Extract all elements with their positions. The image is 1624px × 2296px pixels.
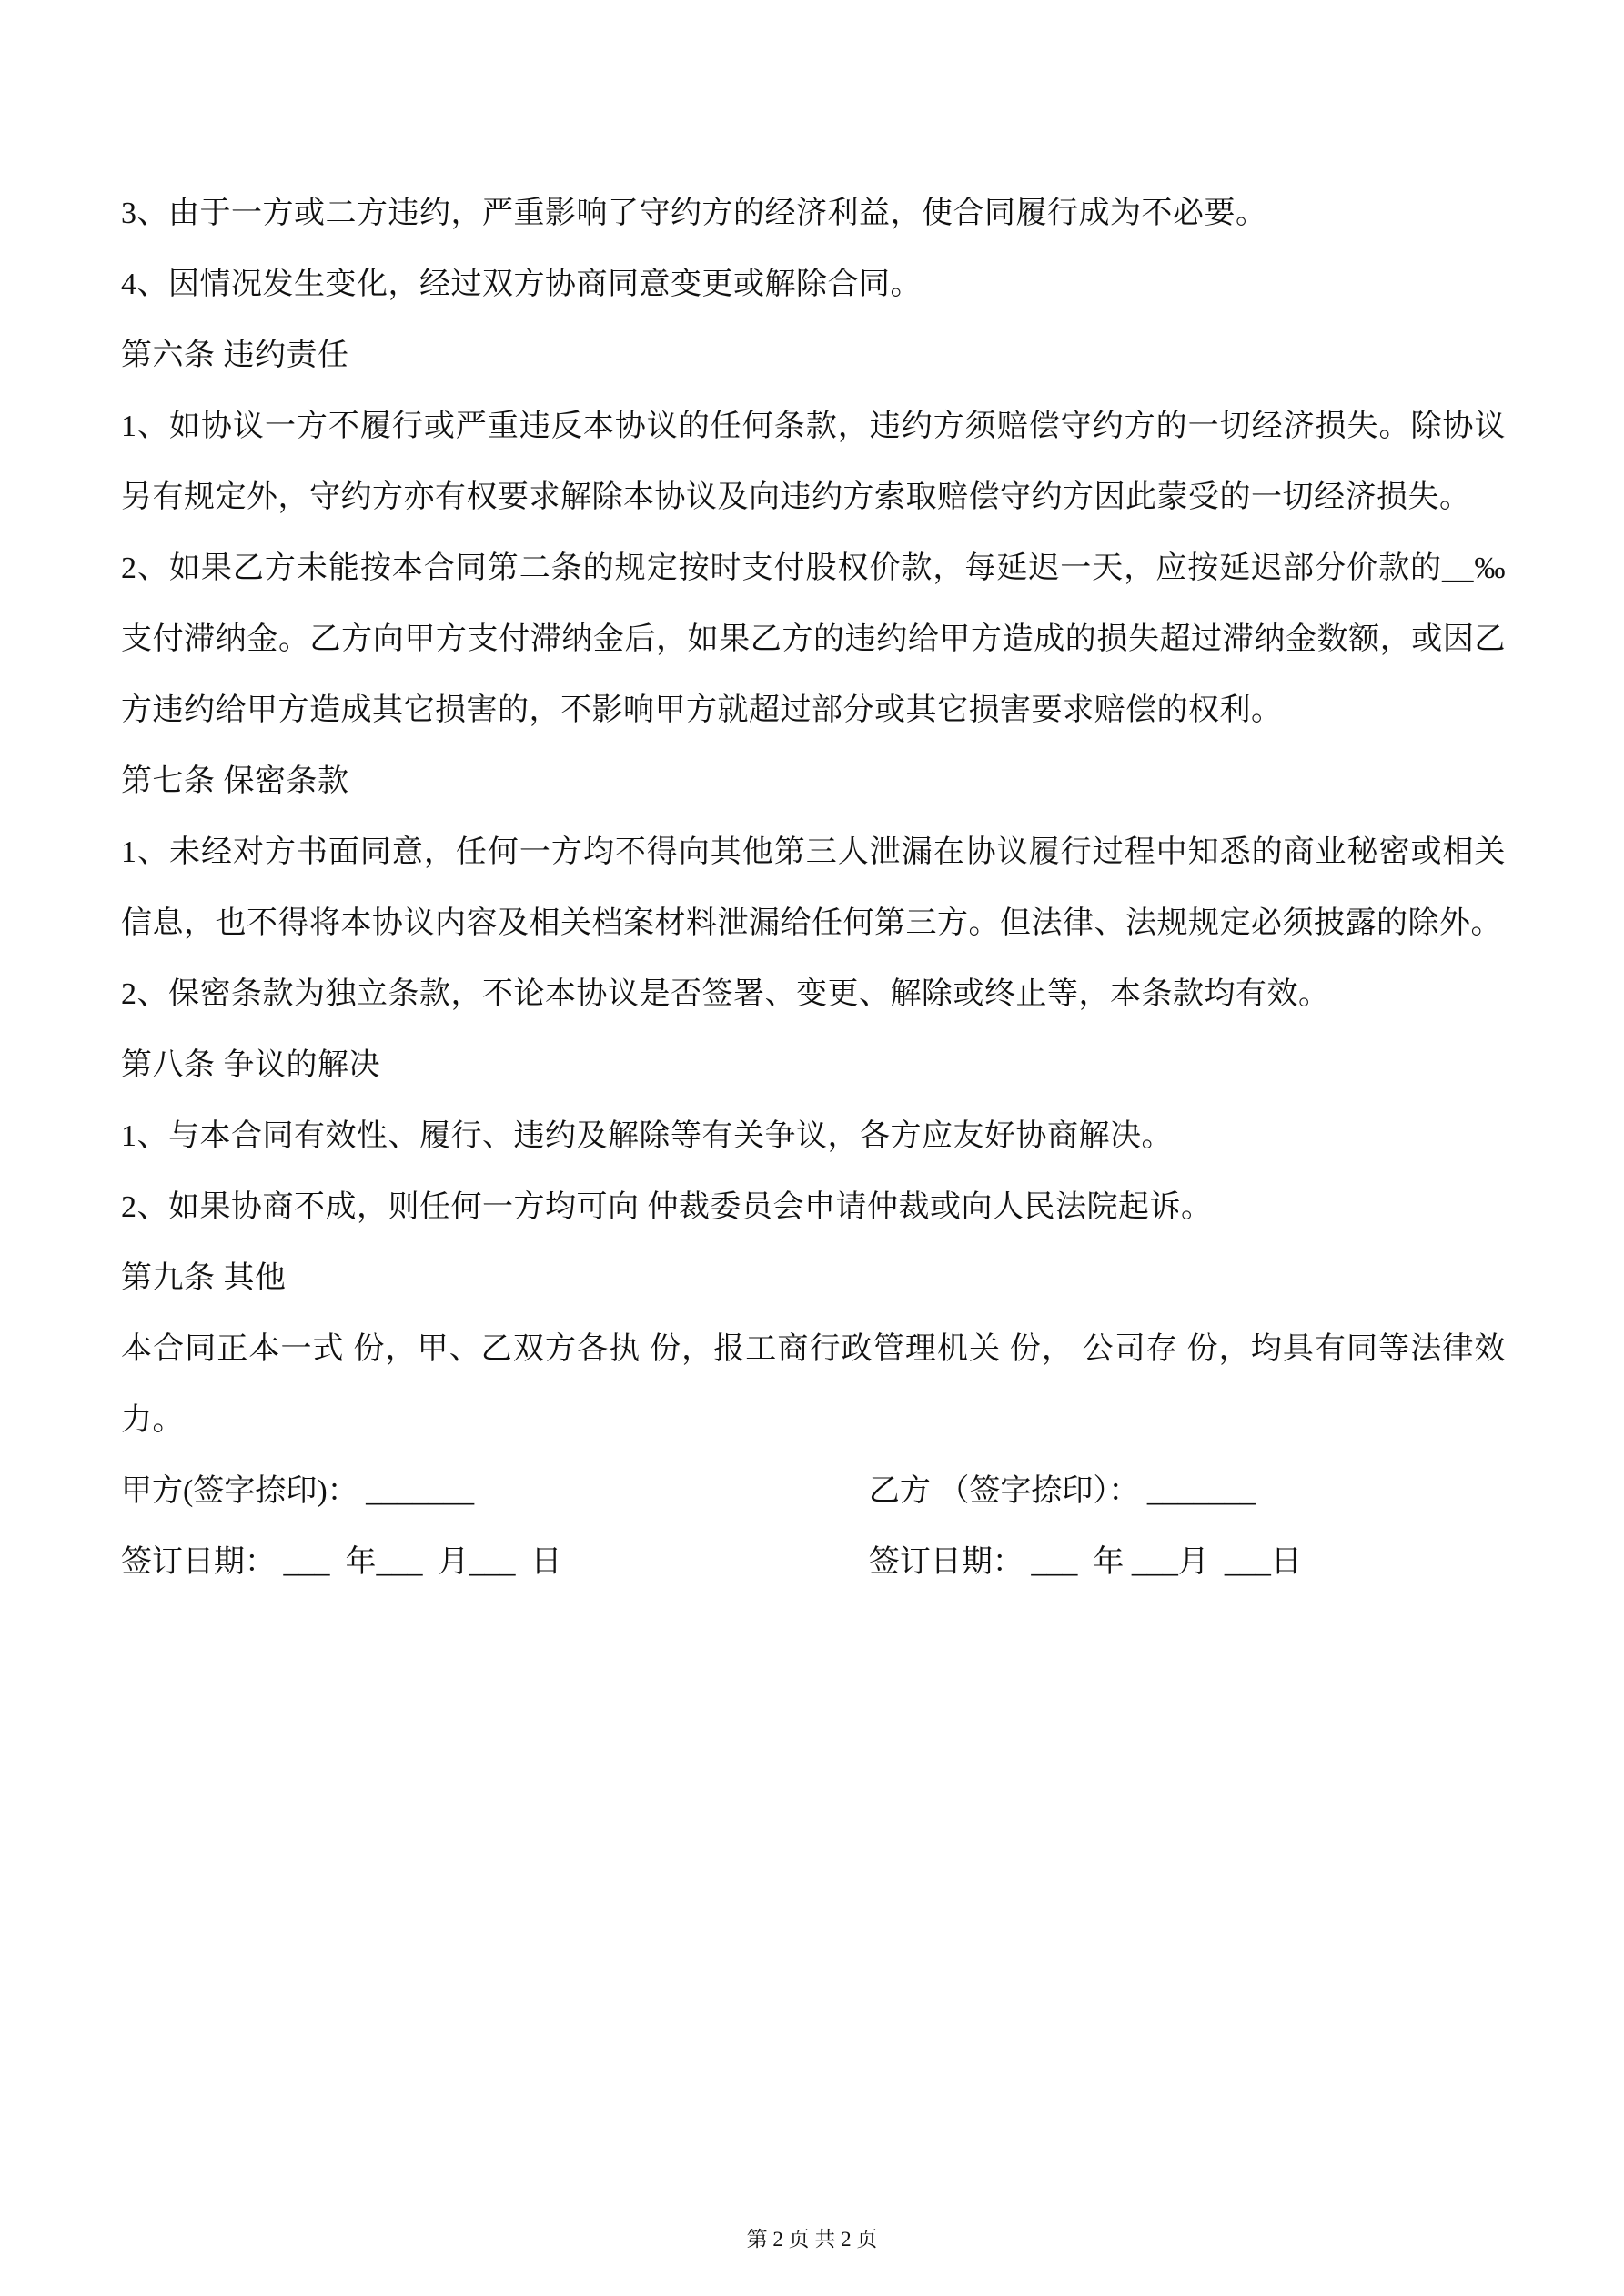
party-a-signature-line: 甲方(签字捺印)： _______ — [121, 1474, 475, 1508]
section-heading-article-9: 第九条 其他 — [121, 1261, 287, 1295]
contract-clause: 2、保密条款为独立条款，不论本协议是否签署、变更、解除或终止等，本条款均有效。 — [121, 977, 1330, 1011]
contract-closing-paragraph: 本合同正本一式 份，甲、乙双方各执 份，报工商行政管理机关 份， 公司存 份，均具有同等法律效力。 — [121, 1332, 1506, 1437]
contract-body — [121, 178, 1506, 1598]
contract-clause: 2、如果乙方未能按本合同第二条的规定按时支付股权价款，每延迟一天，应按延迟部分价款的__‰支付滞纳金。乙方向甲方支付滞纳金后，如果乙方的违约给甲方造成的损失超过滞纳金数额，或因乙方违约给甲方造成其它损害的，不影响甲方就超过部分或其它损害要求赔偿的权利。 — [121, 551, 1506, 727]
section-heading-article-6: 第六条 违约责任 — [121, 339, 349, 372]
contract-clause: 2、如果协商不成，则任何一方均可向 仲裁委员会申请仲裁或向人民法院起诉。 — [121, 1190, 1213, 1224]
party-b-date-line: 签订日期： ___ 年 ___月 ___日 — [868, 1545, 1302, 1579]
section-heading-article-7: 第七条 保密条款 — [121, 764, 349, 798]
contract-clause: 1、与本合同有效性、履行、违约及解除等有关争议，各方应友好协商解决。 — [121, 1119, 1173, 1153]
contract-clause: 3、由于一方或二方违约，严重影响了守约方的经济利益，使合同履行成为不必要。 — [121, 197, 1267, 230]
contract-clause: 4、因情况发生变化，经过双方协商同意变更或解除合同。 — [121, 268, 922, 301]
section-heading-article-8: 第八条 争议的解决 — [121, 1048, 380, 1082]
party-a-date-line: 签订日期： ___ 年___ 月___ 日 — [121, 1545, 562, 1579]
date-row — [121, 1527, 1506, 1598]
page-number-footer: 第 2 页 共 2 页 — [746, 2228, 878, 2250]
party-b-signature-line: 乙方 （签字捺印）： _______ — [868, 1474, 1256, 1508]
signature-row — [121, 1456, 1506, 1527]
contract-clause: 1、未经对方书面同意，任何一方均不得向其他第三人泄漏在协议履行过程中知悉的商业秘密或相关信息，也不得将本协议内容及相关档案材料泄漏给任何第三方。但法律、法规规定必须披露的除外。 — [121, 835, 1506, 940]
contract-clause: 1、如协议一方不履行或严重违反本协议的任何条款，违约方须赔偿守约方的一切经济损失。除协议另有规定外，守约方亦有权要求解除本协议及向违约方索取赔偿守约方因此蒙受的一切经济损失。 — [121, 410, 1506, 514]
